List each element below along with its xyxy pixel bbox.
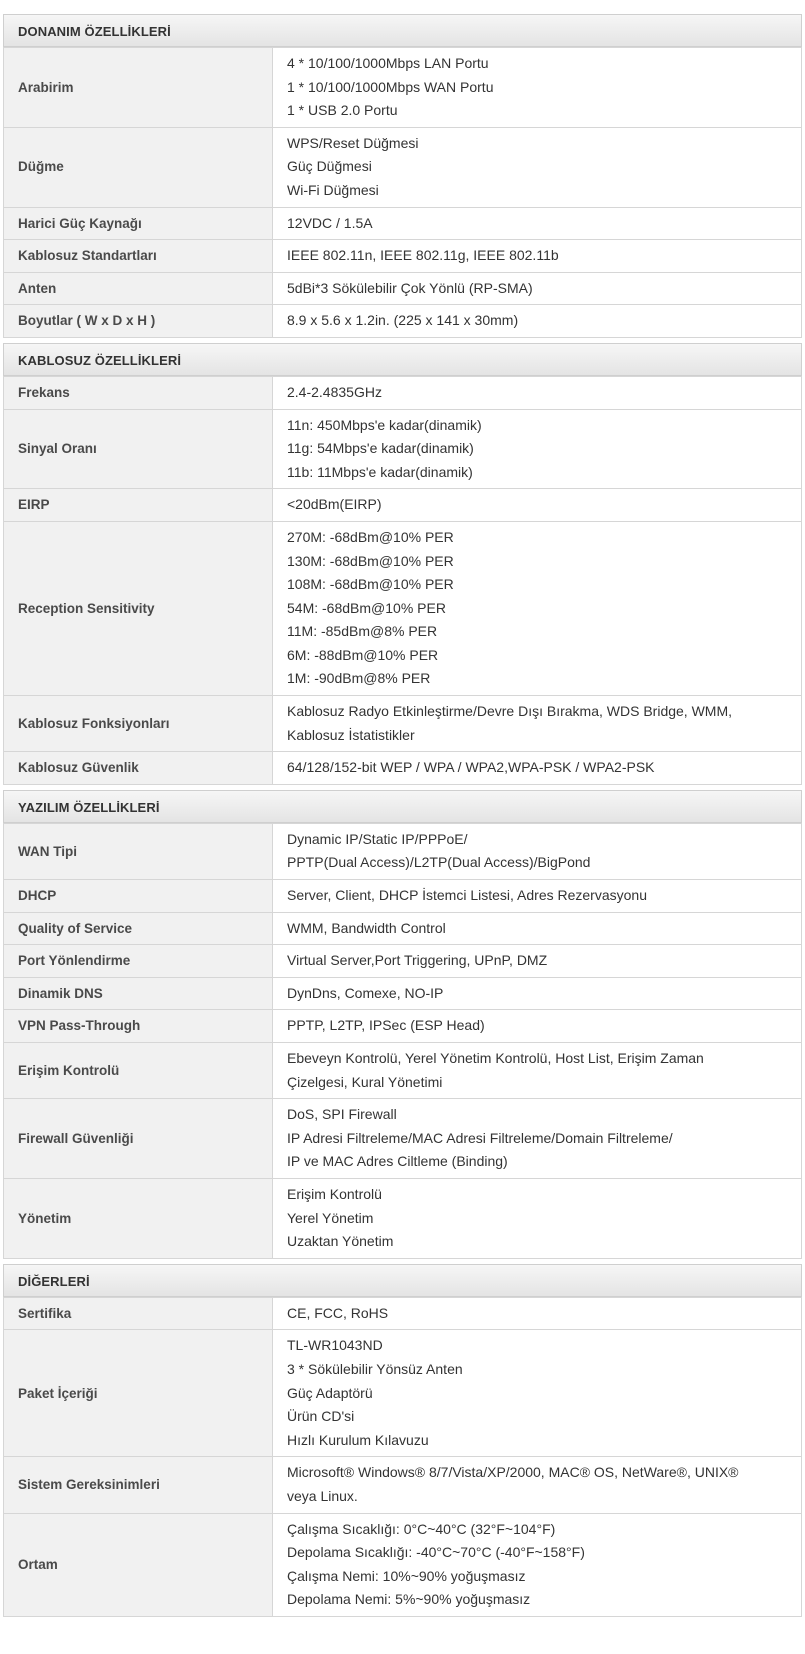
spec-value-line: 1M: -90dBm@8% PER <box>287 670 431 687</box>
spec-value-line: 11M: -85dBm@8% PER <box>287 623 438 640</box>
spec-row <box>4 912 802 945</box>
spec-value-line: Erişim Kontrolü <box>287 1185 382 1202</box>
spec-value <box>273 1297 802 1330</box>
spec-value-line: 6M: -88dBm@10% PER <box>287 646 439 663</box>
spec-value <box>273 1330 802 1457</box>
spec-section <box>3 790 802 1259</box>
spec-value-line: 64/128/152-bit WEP / WPA / WPA2,WPA-PSK / WPA2-PSK <box>287 759 655 776</box>
spec-label: Firewall Güvenliği <box>4 1099 273 1179</box>
spec-row <box>4 48 802 128</box>
spec-value-line: Ürün CD'si <box>287 1408 355 1425</box>
spec-label: Sinyal Oranı <box>4 409 273 489</box>
spec-value-line: Depolama Nemi: 5%~90% yoğuşmasız <box>287 1591 531 1608</box>
spec-value-line: 8.9 x 5.6 x 1.2in. (225 x 141 x 30mm) <box>287 312 519 329</box>
spec-row <box>4 489 802 522</box>
spec-value-line: 11b: 11Mbps'e kadar(dinamik) <box>287 463 473 480</box>
spec-label: VPN Pass-Through <box>4 1010 273 1043</box>
spec-value-line: IP ve MAC Adres Ciltleme (Binding) <box>287 1153 508 1170</box>
spec-value-line: 2.4-2.4835GHz <box>287 383 382 400</box>
spec-row <box>4 376 802 409</box>
spec-value <box>273 1178 802 1258</box>
spec-value-line: Çalışma Nemi: 10%~90% yoğuşmasız <box>287 1567 526 1584</box>
spec-value-line: WPS/Reset Düğmesi <box>287 134 419 151</box>
spec-value-line: 12VDC / 1.5A <box>287 214 373 231</box>
spec-value-line: Güç Düğmesi <box>287 158 372 175</box>
spec-value-line: veya Linux. <box>287 1487 358 1504</box>
spec-row <box>4 1178 802 1258</box>
section-header: KABLOSUZ ÖZELLİKLERİ <box>3 343 802 376</box>
section-header: YAZILIM ÖZELLİKLERİ <box>3 790 802 823</box>
spec-value-line: Kablosuz Radyo Etkinleştirme/Devre Dışı Bırakma, WDS Bridge, WMM, <box>287 703 733 720</box>
spec-row <box>4 1010 802 1043</box>
spec-value-line: 1 * 10/100/1000Mbps WAN Portu <box>287 78 494 95</box>
spec-value-line: 1 * USB 2.0 Portu <box>287 102 398 119</box>
spec-value-line: Güç Adaptörü <box>287 1384 373 1401</box>
spec-row <box>4 207 802 240</box>
spec-value-line: Çizelgesi, Kural Yönetimi <box>287 1073 443 1090</box>
spec-value <box>273 977 802 1010</box>
spec-value <box>273 207 802 240</box>
spec-value-line: Dynamic IP/Static IP/PPPoE/ <box>287 830 468 847</box>
spec-row <box>4 521 802 695</box>
spec-label: DHCP <box>4 880 273 913</box>
spec-row <box>4 945 802 978</box>
spec-value <box>273 945 802 978</box>
spec-table <box>3 1297 802 1617</box>
spec-row <box>4 1099 802 1179</box>
spec-table <box>3 823 802 1259</box>
section-header: DONANIM ÖZELLİKLERİ <box>3 14 802 47</box>
spec-value-line: <20dBm(EIRP) <box>287 496 382 513</box>
spec-value <box>273 752 802 785</box>
spec-label: Yönetim <box>4 1178 273 1258</box>
spec-label: Erişim Kontrolü <box>4 1043 273 1099</box>
spec-value-line: TL-WR1043ND <box>287 1337 383 1354</box>
spec-label: Quality of Service <box>4 912 273 945</box>
spec-value <box>273 1043 802 1099</box>
spec-value <box>273 880 802 913</box>
spec-row <box>4 1330 802 1457</box>
spec-value <box>273 305 802 338</box>
spec-row <box>4 1513 802 1616</box>
spec-label: Port Yönlendirme <box>4 945 273 978</box>
spec-label: Reception Sensitivity <box>4 521 273 695</box>
spec-row <box>4 272 802 305</box>
spec-value-line: CE, FCC, RoHS <box>287 1304 389 1321</box>
spec-value-line: 11g: 54Mbps'e kadar(dinamik) <box>287 440 474 457</box>
spec-section <box>3 14 802 338</box>
spec-value-line: 54M: -68dBm@10% PER <box>287 599 446 616</box>
spec-value <box>273 912 802 945</box>
spec-value <box>273 1010 802 1043</box>
spec-value <box>273 489 802 522</box>
spec-label: Düğme <box>4 127 273 207</box>
spec-value-line: 130M: -68dBm@10% PER <box>287 552 454 569</box>
spec-row <box>4 127 802 207</box>
spec-label: EIRP <box>4 489 273 522</box>
spec-value-line: 3 * Sökülebilir Yönsüz Anten <box>287 1360 463 1377</box>
spec-label: Sertifika <box>4 1297 273 1330</box>
spec-row <box>4 880 802 913</box>
spec-table <box>3 47 802 338</box>
spec-value <box>273 376 802 409</box>
spec-value <box>273 696 802 752</box>
spec-value-line: 270M: -68dBm@10% PER <box>287 528 454 545</box>
spec-value-line: Wi-Fi Düğmesi <box>287 181 379 198</box>
spec-row <box>4 752 802 785</box>
spec-value-line: Yerel Yönetim <box>287 1209 374 1226</box>
spec-value-line: Virtual Server,Port Triggering, UPnP, DMZ <box>287 952 548 969</box>
spec-value <box>273 48 802 128</box>
spec-value <box>273 240 802 273</box>
spec-row <box>4 696 802 752</box>
spec-label: Sistem Gereksinimleri <box>4 1457 273 1513</box>
spec-value <box>273 823 802 879</box>
spec-label: Dinamik DNS <box>4 977 273 1010</box>
spec-value <box>273 272 802 305</box>
spec-value-line: Server, Client, DHCP İstemci Listesi, Adres Rezervasyonu <box>287 887 647 904</box>
spec-row <box>4 240 802 273</box>
spec-value-line: IP Adresi Filtreleme/MAC Adresi Filtreleme/Domain Filtreleme/ <box>287 1129 673 1146</box>
spec-row <box>4 1043 802 1099</box>
spec-value-line: DynDns, Comexe, NO-IP <box>287 984 444 1001</box>
spec-value-line: 5dBi*3 Sökülebilir Çok Yönlü (RP-SMA) <box>287 279 533 296</box>
spec-value <box>273 409 802 489</box>
spec-section <box>3 1264 802 1617</box>
spec-value-line: PPTP(Dual Access)/L2TP(Dual Access)/BigPond <box>287 854 591 871</box>
spec-value-line: DoS, SPI Firewall <box>287 1106 397 1123</box>
spec-value <box>273 1457 802 1513</box>
spec-value-line: PPTP, L2TP, IPSec (ESP Head) <box>287 1017 485 1034</box>
section-header: DİĞERLERİ <box>3 1264 802 1297</box>
spec-label: Boyutlar ( W x D x H ) <box>4 305 273 338</box>
spec-table <box>3 376 802 785</box>
spec-value <box>273 521 802 695</box>
spec-row <box>4 1297 802 1330</box>
spec-sheet <box>0 14 805 1622</box>
spec-value-line: WMM, Bandwidth Control <box>287 919 446 936</box>
spec-value <box>273 1099 802 1179</box>
spec-value-line: Uzaktan Yönetim <box>287 1233 394 1250</box>
spec-value <box>273 1513 802 1616</box>
spec-value-line: Hızlı Kurulum Kılavuzu <box>287 1431 429 1448</box>
spec-value-line: IEEE 802.11n, IEEE 802.11g, IEEE 802.11b <box>287 247 559 264</box>
spec-row <box>4 823 802 879</box>
spec-row <box>4 1457 802 1513</box>
spec-label: Ortam <box>4 1513 273 1616</box>
spec-section <box>3 343 802 785</box>
spec-label: Kablosuz Standartları <box>4 240 273 273</box>
spec-label: Kablosuz Güvenlik <box>4 752 273 785</box>
spec-value-line: Depolama Sıcaklığı: -40°C~70°C (-40°F~158°F) <box>287 1544 585 1561</box>
spec-value-line: Kablosuz İstatistikler <box>287 726 415 743</box>
spec-value-line: 108M: -68dBm@10% PER <box>287 576 454 593</box>
spec-label: Frekans <box>4 376 273 409</box>
spec-row <box>4 977 802 1010</box>
spec-value-line: Microsoft® Windows® 8/7/Vista/XP/2000, MAC® OS, NetWare®, UNIX® <box>287 1464 739 1481</box>
spec-label: Arabirim <box>4 48 273 128</box>
spec-row <box>4 409 802 489</box>
spec-value-line: Ebeveyn Kontrolü, Yerel Yönetim Kontrolü, Host List, Erişim Zaman <box>287 1050 704 1066</box>
spec-label: Anten <box>4 272 273 305</box>
spec-label: Kablosuz Fonksiyonları <box>4 696 273 752</box>
spec-value <box>273 127 802 207</box>
spec-value-line: 11n: 450Mbps'e kadar(dinamik) <box>287 416 482 433</box>
spec-row <box>4 305 802 338</box>
spec-label: Paket İçeriği <box>4 1330 273 1457</box>
spec-label: Harici Güç Kaynağı <box>4 207 273 240</box>
spec-label: WAN Tipi <box>4 823 273 879</box>
spec-value-line: Çalışma Sıcaklığı: 0°C~40°C (32°F~104°F) <box>287 1520 556 1537</box>
spec-value-line: 4 * 10/100/1000Mbps LAN Portu <box>287 55 489 71</box>
